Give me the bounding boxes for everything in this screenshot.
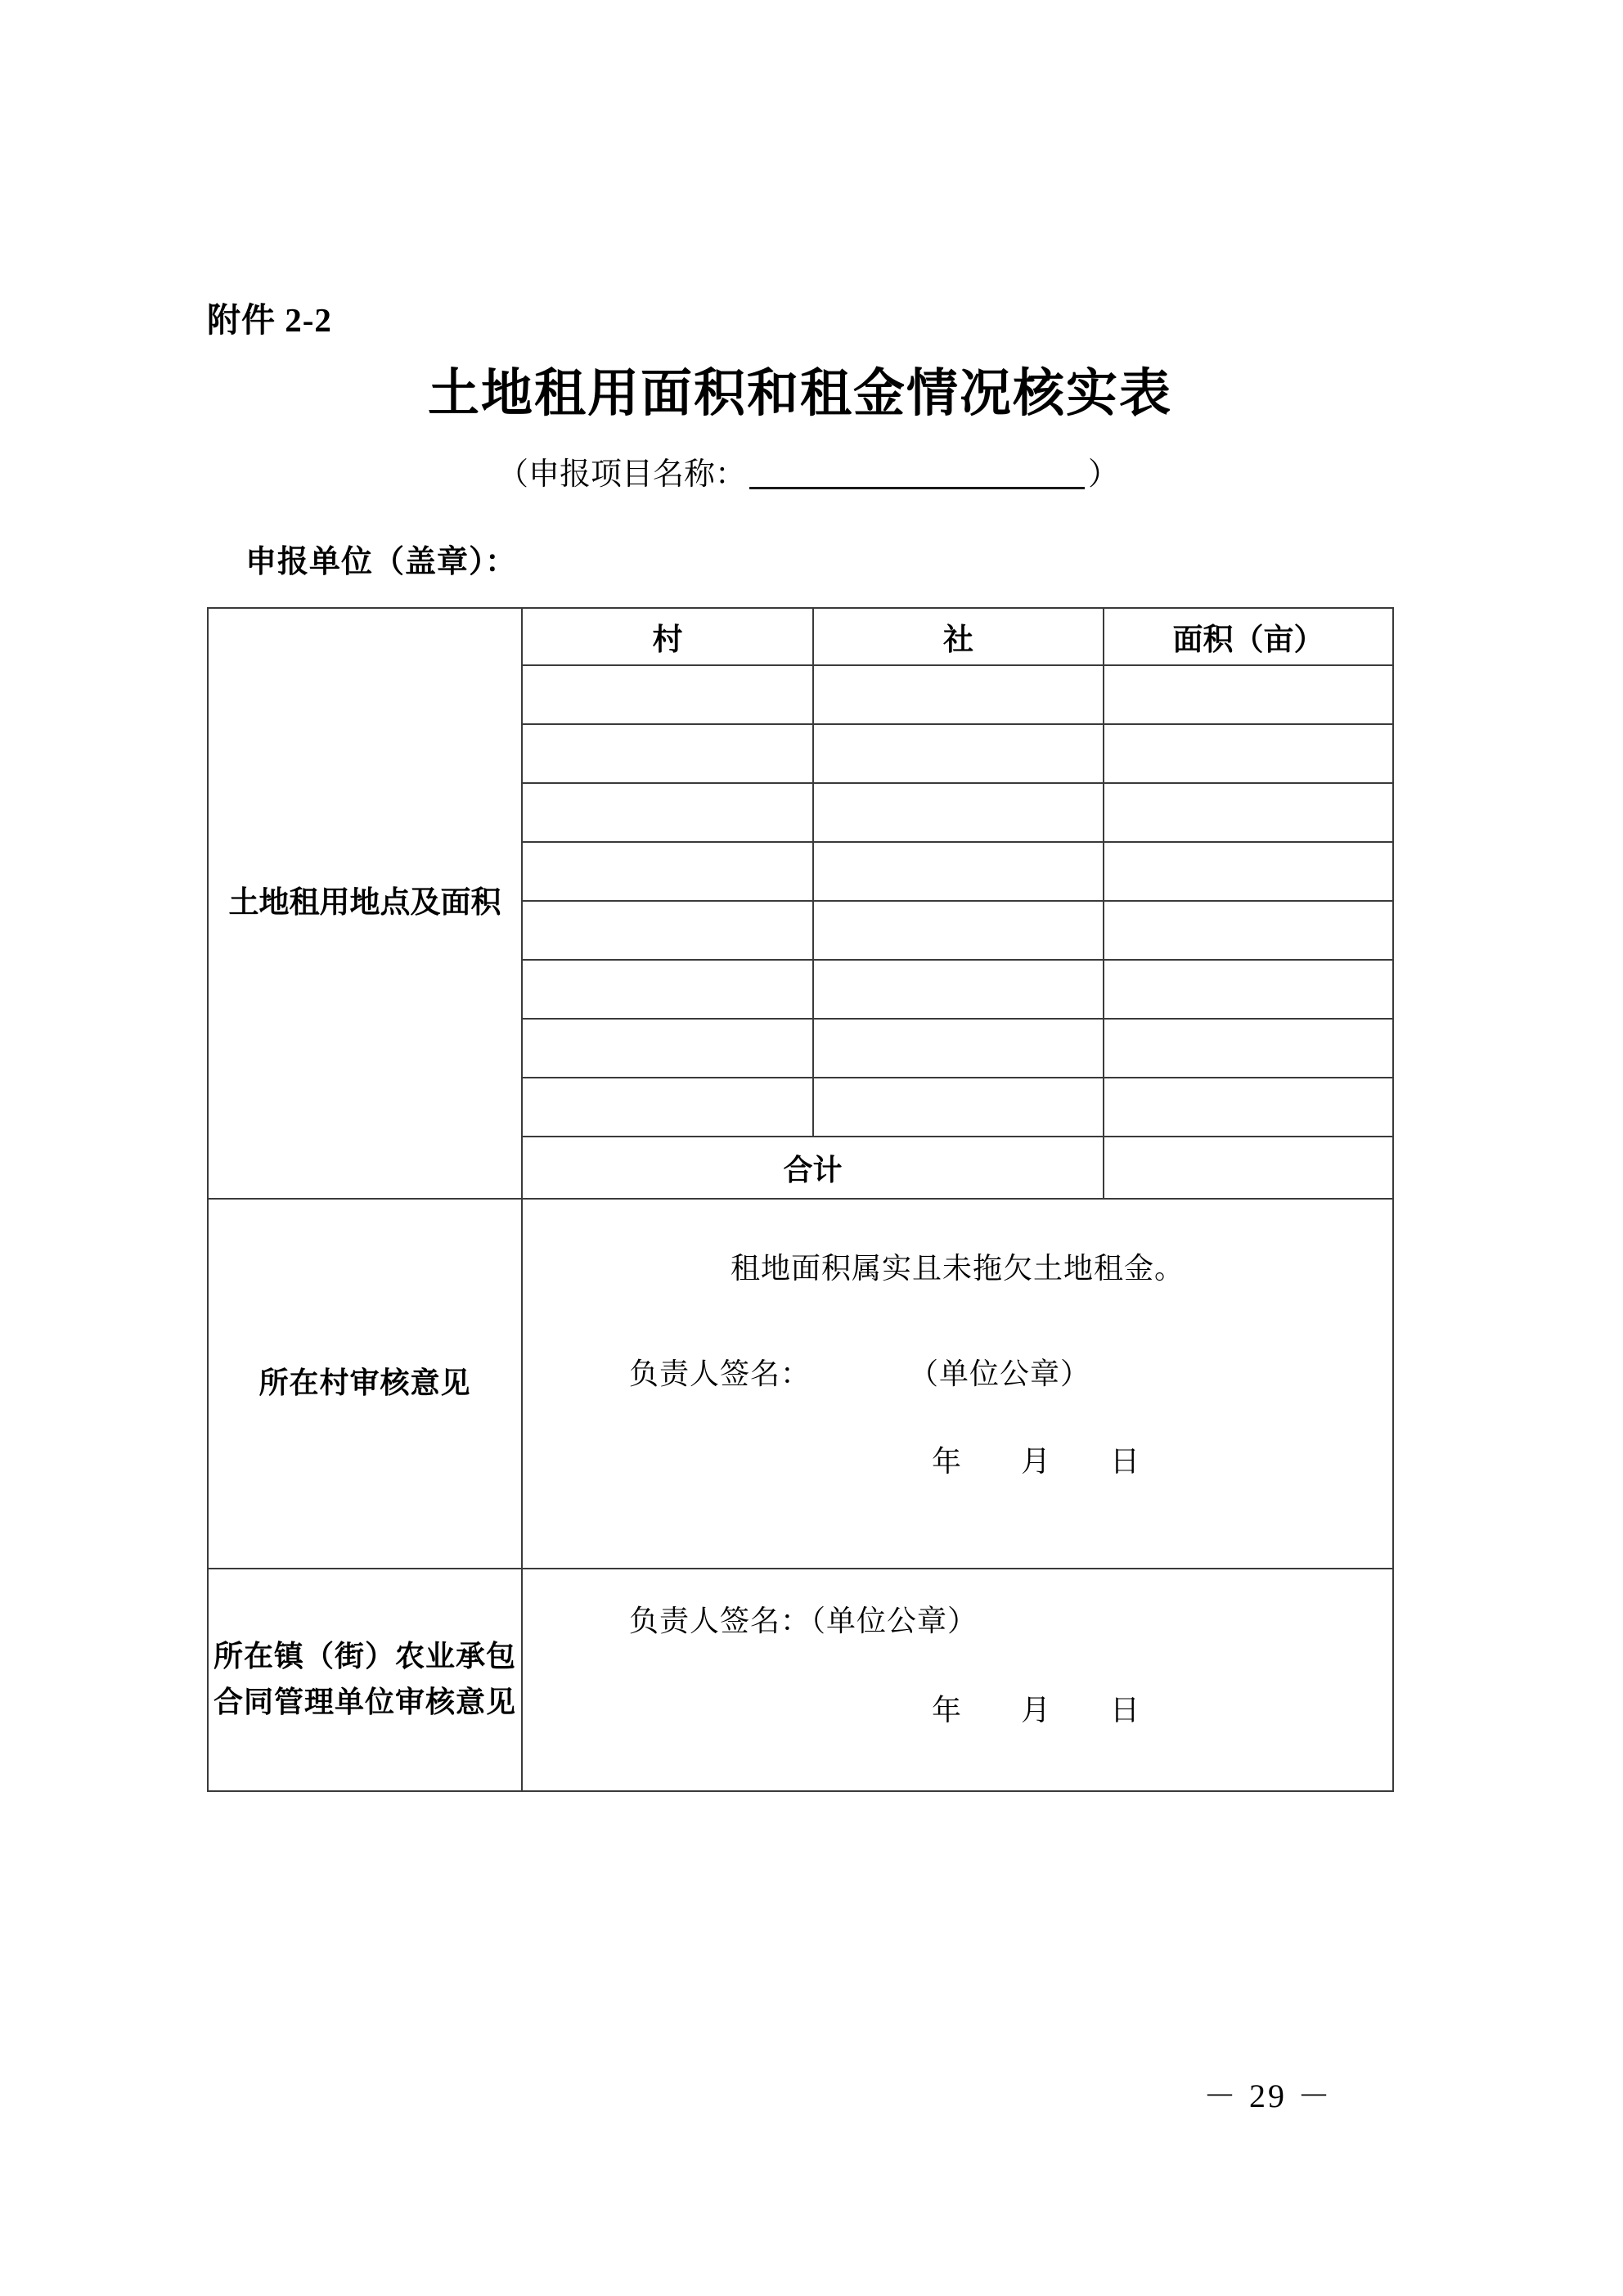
project-name-suffix: ） [1088, 457, 1120, 492]
town-seal-label: （单位公章） [811, 1605, 978, 1637]
cell-village[interactable] [522, 842, 813, 901]
village-review-statement: 租地面积属实且未拖欠土地租金。 [730, 1252, 1185, 1285]
cell-area[interactable] [1104, 842, 1393, 901]
town-date-year[interactable]: 年 [932, 1694, 963, 1727]
cell-area[interactable] [1104, 901, 1393, 960]
cell-village[interactable] [522, 665, 813, 724]
cell-area[interactable] [1104, 724, 1393, 783]
cell-village[interactable] [522, 1078, 813, 1137]
attachment-label: 附件 2-2 [207, 301, 332, 339]
town-review-label: 所在镇（街）农业承包合同管理单位审核意见 [208, 1569, 522, 1791]
cell-area[interactable] [1104, 960, 1393, 1019]
town-signature-row [523, 1598, 1392, 1640]
village-review-row [208, 1199, 1393, 1569]
cell-village[interactable] [522, 901, 813, 960]
total-value[interactable] [1104, 1137, 1393, 1199]
cell-village[interactable] [522, 1019, 813, 1078]
cell-commune[interactable] [813, 1019, 1104, 1078]
cell-area[interactable] [1104, 1078, 1393, 1137]
cell-commune[interactable] [813, 842, 1104, 901]
page-title: 土地租用面积和租金情况核实表 [428, 365, 1172, 422]
village-seal-label: （单位公章） [909, 1357, 1091, 1390]
land-rental-form-table [207, 607, 1394, 1792]
project-name-prefix: （申报项目名称： [497, 457, 746, 492]
cell-commune[interactable] [813, 960, 1104, 1019]
village-review-content[interactable] [522, 1199, 1393, 1569]
cell-commune[interactable] [813, 783, 1104, 842]
village-date-year[interactable]: 年 [932, 1445, 963, 1478]
project-name-blank-field[interactable] [749, 487, 1085, 489]
project-name-subtitle [207, 448, 1409, 493]
page-number: － 29 － [1203, 2078, 1333, 2114]
table-header-row [208, 608, 1393, 665]
village-signature-label[interactable]: 负责人签名： [629, 1357, 812, 1390]
village-date-row [523, 1438, 1392, 1480]
column-header-commune: 社 [813, 608, 1104, 665]
cell-commune[interactable] [813, 1078, 1104, 1137]
cell-area[interactable] [1104, 665, 1393, 724]
cell-village[interactable] [522, 783, 813, 842]
village-date-day[interactable]: 日 [1110, 1445, 1141, 1478]
town-review-row [208, 1569, 1393, 1791]
cell-village[interactable] [522, 960, 813, 1019]
village-date-month[interactable]: 月 [1021, 1445, 1052, 1478]
town-signature-label[interactable]: 负责人签名： [629, 1605, 812, 1637]
town-date-day[interactable]: 日 [1110, 1694, 1141, 1727]
total-label: 合计 [522, 1137, 1104, 1199]
row-label-land-location-area: 土地租用地点及面积 [208, 608, 522, 1199]
village-signature-row [523, 1351, 1392, 1393]
column-header-area: 面积（亩） [1104, 608, 1393, 665]
cell-village[interactable] [522, 724, 813, 783]
column-header-village: 村 [522, 608, 813, 665]
village-review-label: 所在村审核意见 [208, 1199, 522, 1569]
cell-commune[interactable] [813, 724, 1104, 783]
cell-area[interactable] [1104, 1019, 1393, 1078]
cell-commune[interactable] [813, 901, 1104, 960]
town-date-row [523, 1687, 1392, 1729]
town-review-content[interactable] [522, 1569, 1393, 1791]
cell-area[interactable] [1104, 783, 1393, 842]
town-date-month[interactable]: 月 [1021, 1694, 1052, 1727]
declaring-unit-label: 申报单位（盖章）： [245, 545, 518, 579]
cell-commune[interactable] [813, 665, 1104, 724]
